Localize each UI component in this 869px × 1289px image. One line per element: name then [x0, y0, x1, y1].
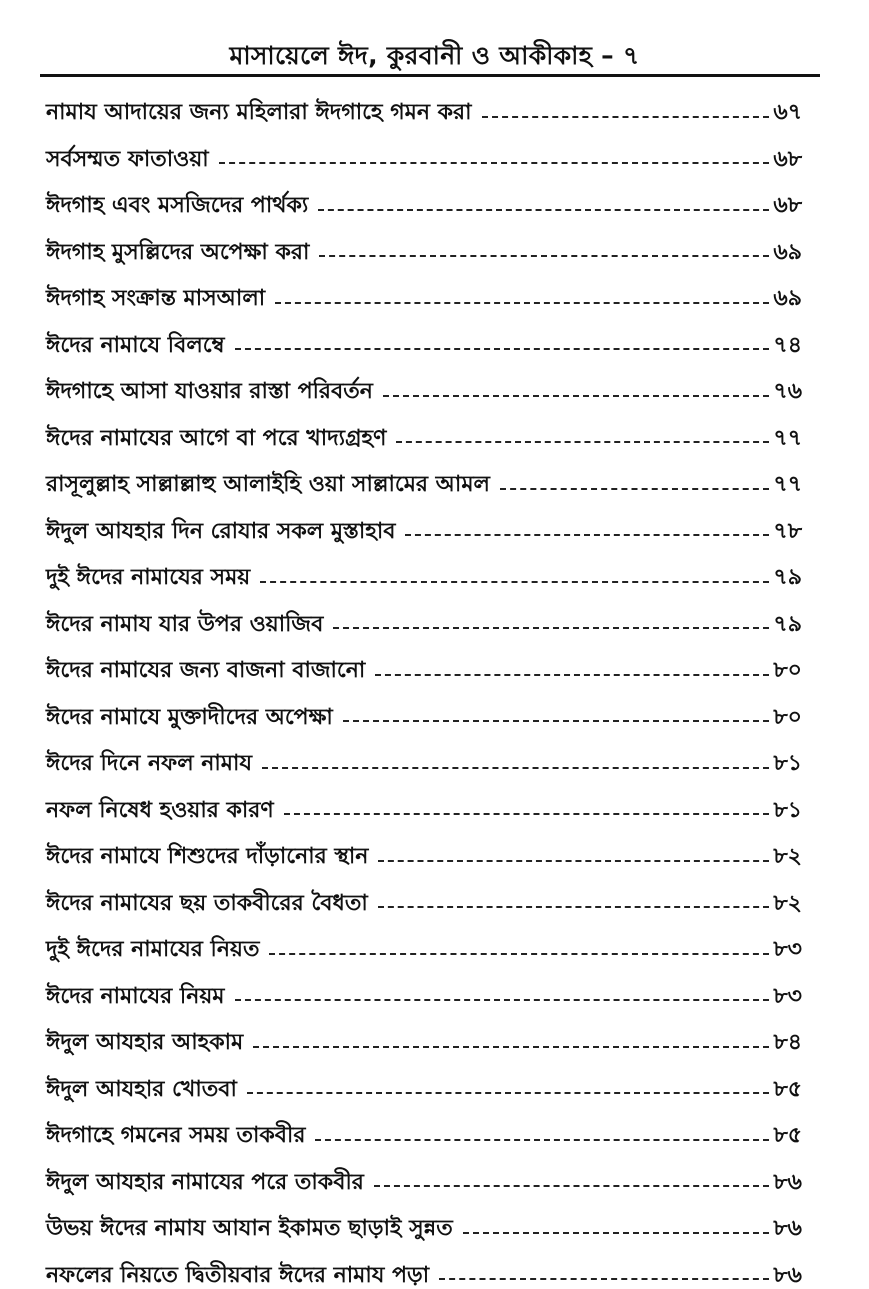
toc-entry [46, 499, 802, 546]
toc-entry-title: দুই ঈদের নামাযের সময় [46, 565, 250, 591]
toc-entry-page: ৭৬ [773, 379, 802, 405]
dotted-leader [235, 348, 770, 350]
dotted-leader [247, 1092, 770, 1094]
toc-entry-title: ঈদগাহে গমনের সময় তাকবীর [46, 1123, 305, 1149]
dotted-leader [378, 860, 769, 862]
toc-entry-title: ঈদগাহ সংক্রান্ত মাসআলা [46, 286, 265, 312]
toc-entry [46, 592, 802, 639]
dotted-leader [318, 209, 769, 211]
toc-entry-page: ৮২ [773, 844, 802, 870]
toc-entry-title: ঈদের দিনে নফল নামায [46, 751, 252, 777]
toc-entry-page: ৮৩ [773, 984, 802, 1010]
toc-entry-title: ঈদুল আযহার দিন রোযার সকল মুস্তাহাব [46, 519, 395, 545]
dotted-leader [375, 674, 769, 676]
toc-entry-title: নফলের নিয়তে দ্বিতীয়বার ঈদের নামায পড়া [46, 1263, 429, 1289]
toc-entry [46, 917, 802, 964]
toc-entry-page: ৬৯ [773, 286, 802, 312]
toc-entry-page: ৬৭ [773, 100, 802, 126]
toc-entry-page: ৮৪ [773, 1030, 802, 1056]
dotted-leader [315, 1139, 769, 1141]
toc-entry [46, 127, 802, 174]
toc-entry-page: ৭৪ [773, 333, 802, 359]
toc-entry-title: ঈদগাহে আসা যাওয়ার রাস্তা পরিবর্তন [46, 379, 373, 405]
dotted-leader [253, 1046, 769, 1048]
dotted-leader [269, 953, 769, 955]
toc-entry-title: রাসূলুল্লাহ সাল্লাল্লাহু আলাইহি ওয়া সাল্লামের আমল [46, 472, 490, 498]
toc-entry-page: ৮৬ [773, 1263, 802, 1289]
dotted-leader [383, 395, 769, 397]
toc-entry [46, 80, 802, 127]
toc-entry [46, 452, 802, 499]
dotted-leader [275, 302, 769, 304]
toc-entry [46, 824, 802, 871]
toc-entry [46, 1057, 802, 1104]
toc-entry [46, 731, 802, 778]
toc-entry-title: নামায আদায়ের জন্য মহিলারা ঈদগাহে গমন করা [46, 100, 472, 126]
toc-entry-title: ঈদের নামাযের ছয় তাকবীরের বৈধতা [46, 891, 368, 917]
toc-entry-page: ৭৮ [773, 519, 802, 545]
toc-entry-title: ঈদের নামাযের নিয়ম [46, 984, 225, 1010]
dotted-leader [439, 1278, 769, 1280]
toc-entry-page: ৮২ [773, 891, 802, 917]
toc-entry-page: ৬৮ [773, 193, 802, 219]
toc-entry-title: ঈদের নামাযের জন্য বাজনা বাজানো [46, 658, 365, 684]
toc-entry-page: ৮৩ [773, 937, 802, 963]
dotted-leader [284, 813, 770, 815]
dotted-leader [482, 116, 770, 118]
toc-entry-title: দুই ঈদের নামাযের নিয়ত [46, 937, 259, 963]
table-of-contents [46, 80, 802, 1289]
toc-entry [46, 266, 802, 313]
dotted-leader [262, 767, 769, 769]
toc-entry-page: ৮৫ [773, 1077, 802, 1103]
toc-entry-page: ৭৯ [773, 565, 802, 591]
running-header: মাসায়েলে ঈদ, কুরবানী ও আকীকাহ – ৭ [48, 36, 821, 79]
toc-entry-title: ঈদুল আযহার আহকাম [46, 1030, 243, 1056]
toc-entry [46, 220, 802, 267]
toc-entry-page: ৮৬ [773, 1170, 802, 1196]
dotted-leader [405, 534, 769, 536]
dotted-leader [219, 162, 770, 164]
toc-entry [46, 173, 802, 220]
toc-entry-title: ঈদের নামাযে শিশুদের দাঁড়ানোর স্থান [46, 844, 368, 870]
toc-entry-page: ৬৮ [773, 147, 802, 173]
toc-entry [46, 1196, 802, 1243]
toc-entry-page: ৮০ [773, 658, 802, 684]
toc-entry-page: ৮৫ [773, 1123, 802, 1149]
toc-entry-title: ঈদুল আযহার নামাযের পরে তাকবীর [46, 1170, 364, 1196]
toc-entry [46, 778, 802, 825]
toc-entry [46, 964, 802, 1011]
toc-entry-title: নফল নিষেধ হওয়ার কারণ [46, 798, 274, 824]
toc-entry [46, 1243, 802, 1289]
toc-entry-title: উভয় ঈদের নামায আযান ইকামত ছাড়াই সুন্নত [46, 1216, 453, 1242]
toc-entry-page: ৮১ [773, 751, 802, 777]
dotted-leader [378, 906, 770, 908]
dotted-leader [319, 255, 769, 257]
dotted-leader [235, 999, 770, 1001]
toc-entry-page: ৮৬ [773, 1216, 802, 1242]
toc-entry [46, 359, 802, 406]
toc-entry [46, 1010, 802, 1057]
dotted-leader [343, 720, 770, 722]
dotted-leader [333, 627, 769, 629]
toc-entry-page: ৬৯ [773, 240, 802, 266]
dotted-leader [463, 1232, 770, 1234]
dotted-leader [500, 488, 769, 490]
toc-entry-page: ৮০ [773, 705, 802, 731]
toc-entry-title: ঈদুল আযহার খোতবা [46, 1077, 237, 1103]
toc-entry [46, 638, 802, 685]
toc-entry-page: ৭৭ [773, 472, 802, 498]
header-rule [40, 74, 820, 77]
dotted-leader [260, 581, 769, 583]
toc-entry-page: ৮১ [773, 798, 802, 824]
toc-entry-title: ঈদের নামাযে বিলম্বে [46, 333, 225, 359]
toc-entry-title: ঈদগাহ এবং মসজিদের পার্থক্য [46, 193, 308, 219]
toc-entry [46, 871, 802, 918]
toc-entry [46, 1150, 802, 1197]
dotted-leader [374, 1185, 770, 1187]
toc-entry-title: ঈদের নামাযে মুক্তাদীদের অপেক্ষা [46, 705, 333, 731]
toc-entry-title: ঈদের নামায যার উপর ওয়াজিব [46, 612, 323, 638]
toc-entry [46, 313, 802, 360]
toc-entry [46, 545, 802, 592]
toc-entry-page: ৭৯ [773, 612, 802, 638]
toc-entry [46, 406, 802, 453]
dotted-leader [396, 441, 769, 443]
toc-entry-title: ঈদগাহ মুসল্লিদের অপেক্ষা করা [46, 240, 309, 266]
toc-entry-title: ঈদের নামাযের আগে বা পরে খাদ্যগ্রহণ [46, 426, 386, 452]
toc-entry-page: ৭৭ [773, 426, 802, 452]
toc-entry [46, 1103, 802, 1150]
toc-entry [46, 685, 802, 732]
toc-entry-title: সর্বসম্মত ফাতাওয়া [46, 147, 209, 173]
